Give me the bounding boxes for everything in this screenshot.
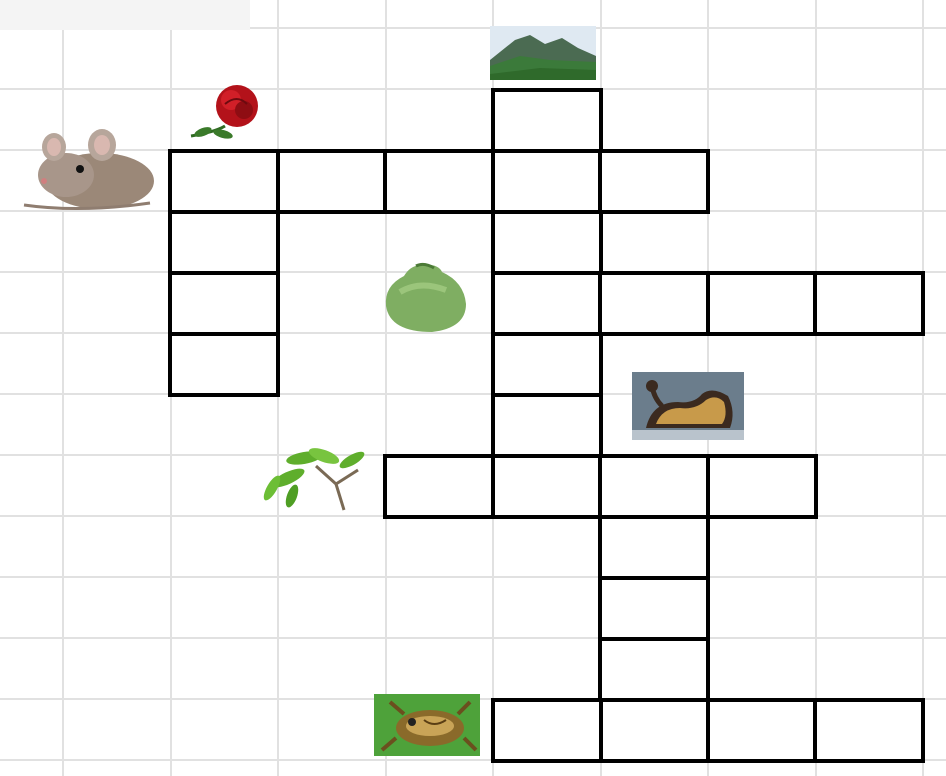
- crossword-cell[interactable]: [813, 698, 925, 763]
- crossword-cell[interactable]: [706, 698, 818, 763]
- crossword-cell[interactable]: [598, 698, 710, 763]
- branch-icon: [258, 444, 370, 512]
- crossword-cell[interactable]: [491, 393, 603, 458]
- saddle-icon: [632, 372, 744, 440]
- crossword-cell[interactable]: [598, 637, 710, 702]
- crossword-cell[interactable]: [491, 698, 603, 763]
- grid-line: [385, 0, 387, 776]
- crossword-cell[interactable]: [491, 271, 603, 336]
- grid-line: [922, 0, 924, 776]
- crossword-cell[interactable]: [383, 454, 495, 519]
- fruit-icon: [380, 262, 472, 334]
- crossword-cell[interactable]: [168, 210, 280, 275]
- crossword-cell[interactable]: [491, 149, 603, 214]
- crossword-cell[interactable]: [813, 271, 925, 336]
- crossword-cell[interactable]: [168, 149, 280, 214]
- frog-icon: [374, 694, 480, 756]
- grid-line: [0, 88, 946, 90]
- grid-line: [0, 393, 946, 395]
- crossword-cell[interactable]: [168, 271, 280, 336]
- crossword-cell[interactable]: [706, 454, 818, 519]
- crossword-cell[interactable]: [491, 454, 603, 519]
- crossword-cell[interactable]: [383, 149, 495, 214]
- crossword-cell[interactable]: [168, 332, 280, 397]
- crossword-cell[interactable]: [598, 454, 710, 519]
- crossword-cell[interactable]: [491, 210, 603, 275]
- grid-line: [0, 637, 946, 639]
- crossword-cell[interactable]: [276, 149, 388, 214]
- grid-line: [815, 0, 817, 776]
- grid-line: [0, 576, 946, 578]
- crossword-cell[interactable]: [598, 271, 710, 336]
- mouse-icon: [20, 125, 158, 213]
- crossword-cell[interactable]: [598, 576, 710, 641]
- crossword-cell[interactable]: [598, 149, 710, 214]
- crossword-cell[interactable]: [491, 88, 603, 153]
- grid-line: [62, 0, 64, 776]
- crossword-cell[interactable]: [491, 332, 603, 397]
- mountain-icon: [490, 26, 596, 80]
- crossword-cell[interactable]: [598, 515, 710, 580]
- rose-icon: [185, 82, 271, 144]
- crossword-cell[interactable]: [706, 271, 818, 336]
- corner-patch: [0, 0, 250, 30]
